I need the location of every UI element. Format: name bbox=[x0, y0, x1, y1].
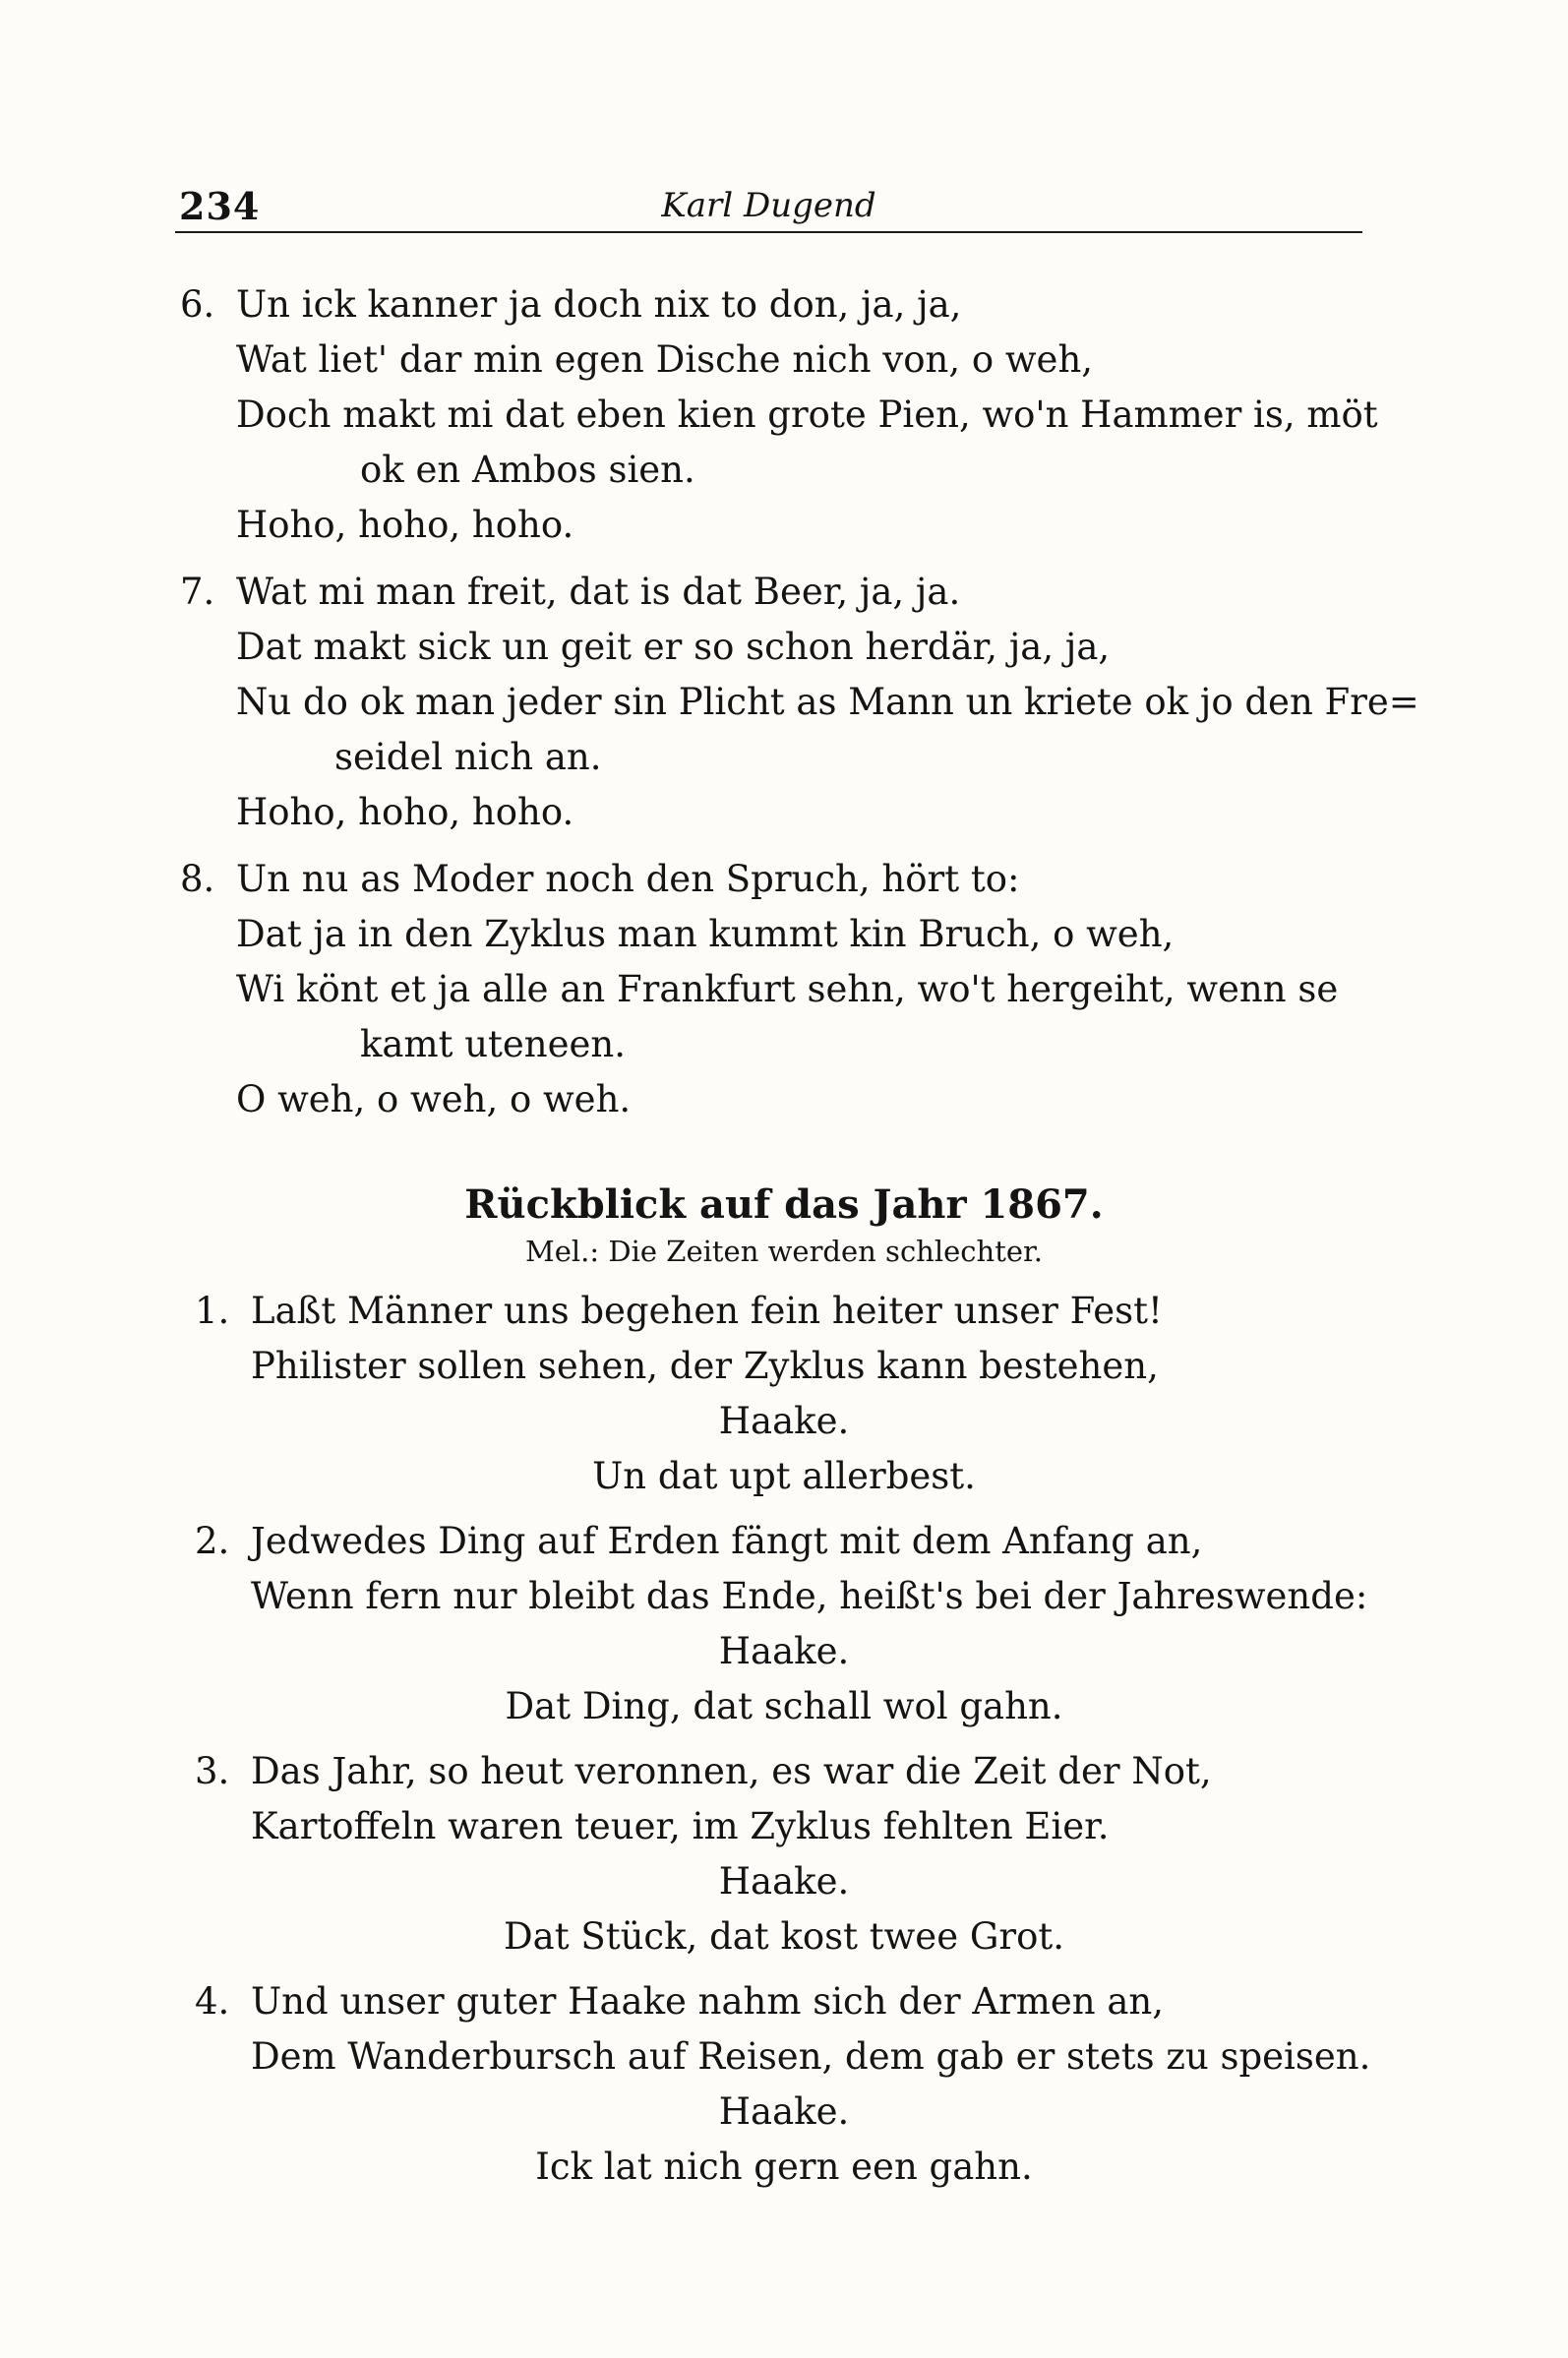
running-title: Karl Dugend bbox=[661, 186, 876, 225]
refrain-line: Dat Stück, dat kost twee Grot. bbox=[504, 1915, 1064, 1958]
running-head bbox=[175, 182, 1362, 233]
verse-line: Dat makt sick un geit er so schon herdär, ja, ja, bbox=[236, 626, 1111, 668]
verse-line: Doch makt mi dat eben kien grote Pien, wo'n Hammer is, möt bbox=[236, 393, 1378, 436]
song-title: Rückblick auf das Jahr 1867. bbox=[464, 1181, 1104, 1228]
verse-line: Nu do ok man jeder sin Plicht as Mann un kriete ok jo den Fre= bbox=[236, 681, 1419, 723]
verse-line: Wi könt et ja alle an Frankfurt sehn, wo't hergeiht, wenn se bbox=[236, 968, 1339, 1010]
verse-line: Wat mi man freit, dat is dat Beer, ja, ja. bbox=[236, 571, 961, 613]
verse-line: ok en Ambos sien. bbox=[360, 449, 695, 491]
verse-line: seidel nich an. bbox=[334, 736, 602, 778]
verse-line: Jedwedes Ding auf Erden fängt mit dem Anfang an, bbox=[251, 1520, 1203, 1562]
refrain-line: Haake. bbox=[718, 1400, 850, 1442]
verse-line: Un ick kanner ja doch nix to don, ja, ja, bbox=[236, 283, 962, 326]
verse-line: Laßt Männer uns begehen fein heiter unser Fest! bbox=[251, 1290, 1163, 1332]
verse-line: Philister sollen sehen, der Zyklus kann bestehen, bbox=[251, 1345, 1159, 1387]
verse-line: Dat ja in den Zyklus man kummt kin Bruch, o weh, bbox=[236, 913, 1175, 955]
stanza-number: 8. bbox=[180, 858, 215, 900]
melody-note: Mel.: Die Zeiten werden schlechter. bbox=[525, 1235, 1043, 1268]
verse-line: Das Jahr, so heut veronnen, es war die Zeit der Not, bbox=[251, 1750, 1212, 1792]
verse-line: Wat liet' dar min egen Dische nich von, o weh, bbox=[236, 338, 1094, 381]
stanza-number: 6. bbox=[180, 283, 215, 326]
stanza-number: 2. bbox=[195, 1520, 230, 1562]
page-number: 234 bbox=[179, 184, 261, 228]
stanza-number: 4. bbox=[195, 1980, 230, 2023]
refrain-line: Ick lat nich gern een gahn. bbox=[535, 2146, 1033, 2188]
refrain-line: Dat Ding, dat schall wol gahn. bbox=[505, 1685, 1063, 1727]
refrain-line: Un dat upt allerbest. bbox=[592, 1455, 976, 1497]
verse-line: Und unser guter Haake nahm sich der Armen an, bbox=[251, 1980, 1164, 2023]
refrain-line: Haake. bbox=[718, 2090, 850, 2133]
verse-line: Hoho, hoho, hoho. bbox=[236, 504, 574, 546]
stanza-number: 7. bbox=[180, 571, 215, 613]
verse-line: Hoho, hoho, hoho. bbox=[236, 791, 574, 833]
refrain-line: Haake. bbox=[718, 1630, 850, 1672]
verse-line: kamt uteneen. bbox=[360, 1023, 627, 1065]
verse-line: O weh, o weh, o weh. bbox=[236, 1078, 632, 1120]
verse-line: Dem Wanderbursch auf Reisen, dem gab er stets zu speisen. bbox=[251, 2035, 1371, 2078]
stanza-number: 1. bbox=[195, 1290, 230, 1332]
verse-line: Wenn fern nur bleibt das Ende, heißt's bei der Jahreswende: bbox=[251, 1575, 1368, 1617]
verse-line: Un nu as Moder noch den Spruch, hört to: bbox=[236, 858, 1020, 900]
stanza-number: 3. bbox=[195, 1750, 230, 1792]
refrain-line: Haake. bbox=[718, 1860, 850, 1903]
verse-line: Kartoffeln waren teuer, im Zyklus fehlten Eier. bbox=[251, 1805, 1110, 1847]
